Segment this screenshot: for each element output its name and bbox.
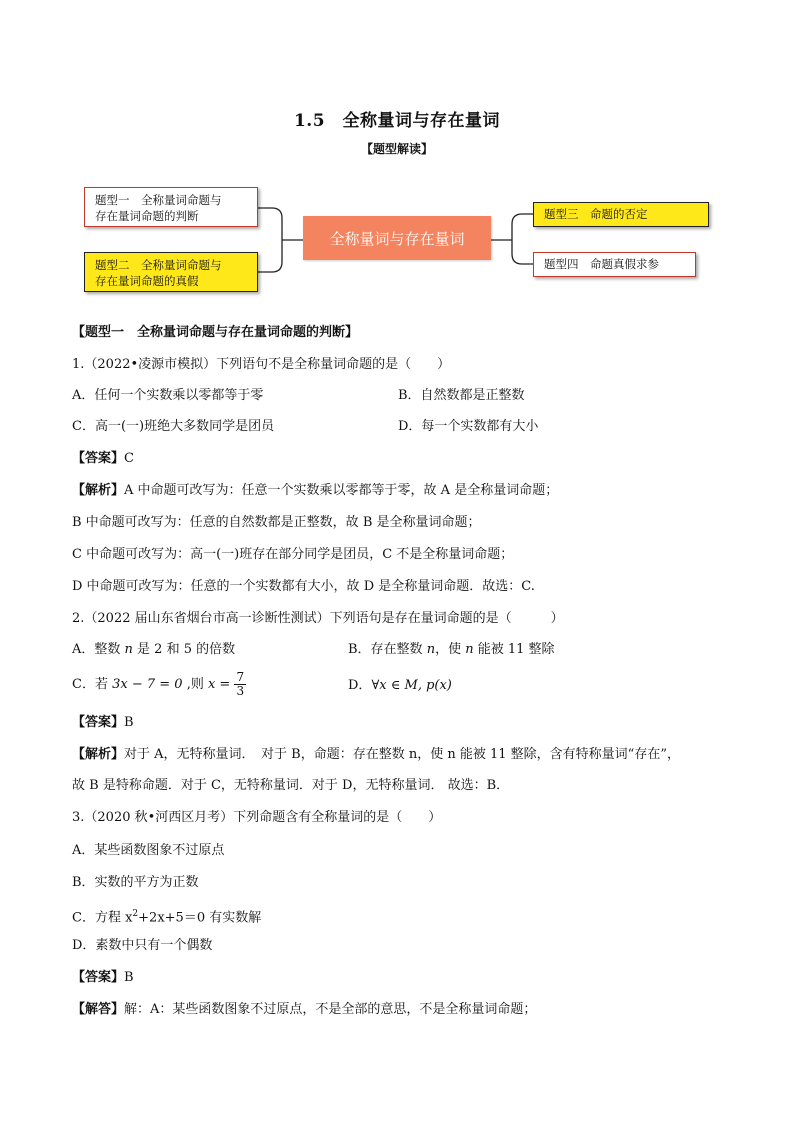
q3-option-a: A．某些函数图象不过原点: [72, 843, 225, 858]
q2-option-b-pre: B．存在整数: [348, 642, 427, 657]
q2-option-c-pre: C．若: [72, 677, 113, 692]
q2-option-d-expression: ∀x ∈ M, p(x): [371, 678, 452, 693]
mindmap-node-type1-line2: 存在量词命题的判断: [95, 209, 199, 223]
q2-option-a-var: n: [124, 642, 133, 657]
q3-option-d: D．素数中只有一个偶数: [72, 938, 213, 953]
q2-analysis-text1: 对于 A，无特称量词． 对于 B，命题：存在整数 n，使 n 能被 11 整除，含有特称量词“存在”，: [124, 747, 680, 762]
q2-option-b-var: n: [426, 642, 436, 657]
section-heading-type1: 【题型一 全称量词命题与存在量词命题的判断】: [72, 325, 359, 340]
q2-analysis-line2: 故 B 是特称命题．对于 C，无特称量词．对于 D，无特称量词． 故选：B．: [72, 778, 510, 793]
mindmap-node-type1: [84, 187, 258, 227]
mindmap-node-type2-line1: 题型二 全称量词命题与: [95, 258, 222, 272]
q2-option-d-pre: D．: [348, 678, 372, 693]
q1-stem: 1.（2022•凌源市模拟）下列语句不是全称量词命题的是（ ）: [72, 357, 451, 372]
mindmap-center-node: 全称量词与存在量词: [303, 216, 491, 260]
q3-option-c-post: +2x+5＝0 有实数解: [138, 910, 262, 926]
q2-option-c-mid: ,则: [182, 677, 208, 692]
q2-option-b-var2: n: [465, 642, 474, 657]
q2-option-c-x: x =: [207, 677, 231, 692]
q1-option-d: D．每一个实数都有大小: [398, 419, 539, 434]
q3-option-c-pre: C．方程 x: [72, 910, 133, 926]
mindmap-node-type3: 题型三 命题的否定: [533, 202, 709, 227]
q1-answer: [72, 450, 134, 468]
q2-answer-label: 【答案】: [72, 715, 125, 730]
q1-option-b: B．自然数都是正整数: [398, 388, 525, 403]
q3-answer-label: 【答案】: [72, 970, 125, 985]
q2-option-d: [348, 677, 452, 695]
q2-option-b: [348, 641, 555, 659]
q3-solve-line1: [72, 1001, 536, 1019]
q2-option-c: [72, 670, 246, 700]
mindmap-node-type2-line2: 存在量词命题的真假: [95, 274, 199, 288]
q3-option-b: B．实数的平方为正数: [72, 875, 199, 890]
mindmap-node-type4: 题型四 命题真假求参: [533, 252, 696, 277]
q1-analysis-line2: B 中命题可改写为：任意的自然数都是正整数，故 B 是全称量词命题；: [72, 515, 481, 530]
q2-fraction-denominator: 3: [236, 684, 245, 698]
q3-option-c-sup: 2: [132, 909, 139, 919]
q1-analysis-text1: A 中命题可改写为：任意一个实数乘以零都等于零，故 A 是全称量词命题；: [124, 483, 559, 498]
mindmap-node-type1-line1: 题型一 全称量词命题与: [95, 193, 222, 207]
q1-analysis-label: 【解析】: [72, 483, 125, 498]
q3-answer-value: B: [124, 970, 134, 985]
q3-option-c: [72, 905, 261, 927]
q2-option-c-equation: 3x − 7 = 0: [112, 677, 183, 692]
mindmap-node-type2: [84, 252, 258, 292]
q2-option-c-fraction: [234, 671, 246, 698]
q3-solve-label: 【解答】: [72, 1002, 125, 1017]
q2-analysis-line1: [72, 746, 680, 764]
q1-analysis-line1: [72, 482, 558, 500]
q3-answer: [72, 969, 134, 987]
q3-stem: 3.（2020 秋•河西区月考）下列命题含有全称量词的是（ ）: [72, 810, 442, 825]
q2-option-a-post: 是 2 和 5 的倍数: [132, 642, 236, 657]
q2-analysis-label: 【解析】: [72, 747, 125, 762]
q1-analysis-line3: C 中命题可改写为：高一(一)班存在部分同学是团员，C 不是全称量词命题；: [72, 547, 514, 562]
q2-option-b-post: 能被 11 整除: [473, 642, 555, 657]
q2-fraction-numerator: 7: [236, 670, 245, 684]
q2-option-a-pre: A．整数: [72, 642, 125, 657]
q2-option-b-mid: ，使: [435, 642, 466, 657]
q1-option-a: A．任何一个实数乘以零都等于零: [72, 388, 264, 403]
q2-answer-value: B: [124, 715, 134, 730]
q1-analysis-line4: D 中命题可改写为：任意的一个实数都有大小，故 D 是全称量词命题．故选：C.: [72, 579, 535, 594]
q3-solve-text: 解：A：某些函数图象不过原点，不是全部的意思，不是全称量词命题；: [124, 1002, 537, 1017]
page-title: 1.5 全称量词与存在量词: [293, 111, 501, 131]
q2-stem: 2.（2022 届山东省烟台市高一诊断性测试）下列语句是存在量词命题的是（ ）: [72, 611, 564, 626]
q1-answer-label: 【答案】: [72, 451, 125, 466]
q1-option-c: C．高一(一)班绝大多数同学是团员: [72, 419, 275, 434]
page-subtitle: 【题型解读】: [360, 142, 433, 156]
q2-option-a: [72, 641, 235, 659]
q2-answer: [72, 714, 134, 732]
q1-answer-value: C: [124, 451, 134, 466]
